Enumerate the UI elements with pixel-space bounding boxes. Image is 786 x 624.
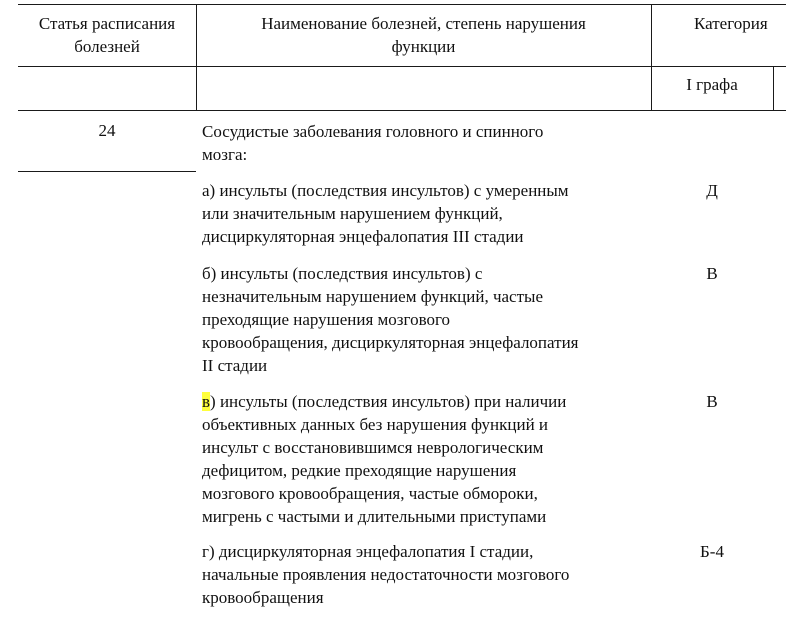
header-article-column: Статья расписания болезней — [38, 14, 176, 56]
item-v-body: ) инсульты (последствия инсультов) при наличии объективных данных без нарушения функций и инсульт с восстановившимся неврологическим дефицитом, редкие преходящие нарушения мозгового кровообращения, частые обмороки, мигрень с частыми и длительными приступами — [202, 392, 567, 526]
subheader-graph-1: I графа — [686, 75, 738, 94]
table-top-border — [18, 4, 786, 5]
subheader-bottom-border — [18, 110, 786, 111]
item-b-text: б) инсульты (последствия инсультов) с незначительным нарушением функций, частые преходящие нарушения мозгового кровообращения, дисциркуляторная энцефалопатия II стадии — [202, 264, 579, 375]
item-v-text — [202, 390, 647, 528]
header-bottom-border — [18, 66, 786, 67]
highlighted-letter: в — [202, 392, 211, 411]
item-v-category: В — [706, 392, 718, 411]
col-divider-graph — [773, 66, 774, 111]
article-number: 24 — [98, 121, 116, 140]
article-title: Сосудистые заболевания головного и спинного мозга: — [202, 122, 544, 164]
item-b-category: В — [706, 264, 718, 283]
header-category-column: Категория — [694, 14, 768, 33]
item-a-text: а) инсульты (последствия инсультов) с умеренным или значительным нарушением функций, дисциркуляторная энцефалопатия III стадии — [202, 181, 569, 246]
item-a-category: Д — [706, 181, 718, 200]
item-g-category: Б-4 — [700, 542, 724, 561]
header-name-column: Наименование болезней, степень нарушения функции — [261, 14, 586, 56]
item-g-text: г) дисциркуляторная энцефалопатия I стадии, начальные проявления недостаточности мозгового кровообращения — [202, 542, 570, 607]
article-cell-bottom-border — [18, 171, 196, 172]
